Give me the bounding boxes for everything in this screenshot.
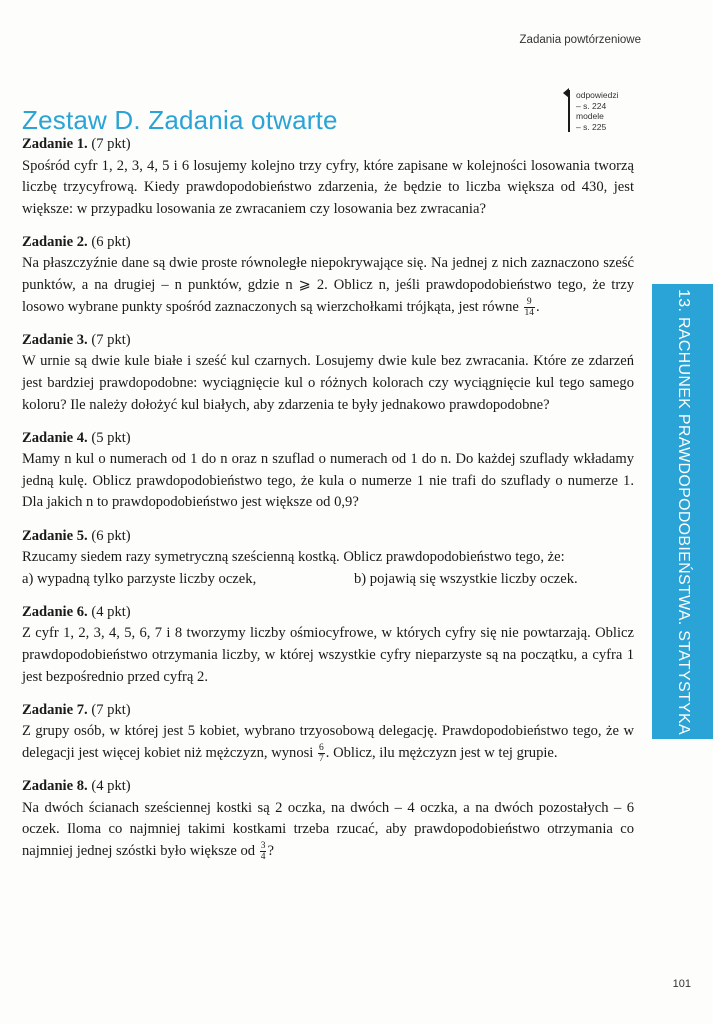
task-text: Z grupy osób, w której jest 5 kobiet, wybrano trzyosobową delegację. Prawdopodobieństwo tego, że w delegacji jest więcej kobiet niż mężczyzn, wynosi (22, 723, 634, 761)
fraction (260, 841, 267, 862)
task-heading (22, 700, 634, 722)
page-title: Zestaw D. Zadania otwarte (22, 105, 338, 136)
task-text-tail: . (536, 298, 540, 315)
running-header: Zadania powtórzeniowe (519, 34, 641, 46)
task-heading (22, 602, 634, 624)
task-text-tail: . Oblicz, ilu mężczyzn jest w tej grupie. (325, 744, 558, 761)
task-points: (4 pkt) (91, 603, 131, 620)
task-label: Zadanie 6. (22, 603, 88, 620)
task-points: (5 pkt) (91, 429, 131, 446)
task-6 (22, 602, 634, 688)
task-heading (22, 428, 634, 450)
task-heading (22, 134, 634, 156)
fraction-numerator: 6 (319, 743, 324, 753)
task-body: Rzucamy siedem razy symetryczną sześcienną kostką. Oblicz prawdopodobieństwo tego, że: (22, 549, 565, 566)
fraction-denominator: 4 (260, 851, 266, 862)
task-points: (7 pkt) (91, 701, 131, 718)
task-label: Zadanie 1. (22, 136, 88, 152)
option-a: a) wypadną tylko parzyste liczby oczek, (22, 570, 257, 587)
task-3 (22, 330, 634, 416)
task-label: Zadanie 5. (22, 527, 88, 544)
task-heading (22, 232, 634, 254)
option-b: b) pojawią się wszystkie liczby oczek. (354, 570, 578, 587)
side-note-line: modele (576, 111, 604, 121)
task-body (22, 721, 634, 764)
task-1 (22, 134, 634, 220)
task-label: Zadanie 2. (22, 233, 88, 250)
task-text: Na płaszczyźnie dane są dwie proste równoległe niepokrywające się. Na jednej z nich zaznaczono sześć punktów, a na drugiej – n punktów, gdzie n ⩾ 2. Oblicz n, jeśli prawdopodobieństwo tego, że trzy losowo wybrane punkty spośród zaznaczonych są wierzchołkami trójkąta, jest równe (22, 255, 634, 315)
task-body: Z cyfr 1, 2, 3, 4, 5, 6, 7 i 8 tworzymy liczby ośmiocyfrowe, w których cyfry się nie powtarzają. Oblicz prawdopodobieństwo otrzymania liczby, w której wszystkie cyfry nieparzyste są na początku, a cyfra 1 jest bezpośrednio przed cyfrą 2. (22, 625, 634, 685)
task-label: Zadanie 8. (22, 777, 88, 794)
task-points: (6 pkt) (91, 527, 131, 544)
fraction-numerator: 9 (524, 297, 536, 308)
task-text-tail: ? (267, 842, 274, 859)
side-note-line: – s. 224 (576, 100, 607, 111)
task-body: Spośród cyfr 1, 2, 3, 4, 5 i 6 losujemy kolejno trzy cyfry, które zapisane w kolejności losowania tworzą liczbę trzycyfrową. Kiedy prawdopodobieństwo zdarzenia, że będzie to liczba większa od 430, jest większe: w przypadku losowania ze zwracaniem czy losowania bez zwracania? (22, 157, 634, 217)
side-note-line: – s. 225 (576, 121, 607, 132)
side-note (568, 90, 619, 132)
task-list (22, 134, 634, 874)
fraction (318, 743, 325, 764)
chapter-tab-label: 13. RACHUNEK PRAWDOPODOBIEŃSTWA. STATYSTYKA (674, 288, 692, 735)
task-label: Zadanie 3. (22, 331, 88, 348)
task-8 (22, 776, 634, 862)
fraction-denominator: 14 (524, 307, 534, 318)
task-heading (22, 330, 634, 352)
chapter-tab (652, 284, 713, 739)
pointer-icon (563, 88, 569, 98)
task-5 (22, 526, 634, 591)
task-label: Zadanie 4. (22, 429, 88, 446)
task-body (22, 253, 634, 318)
fraction-numerator: 3 (260, 840, 266, 851)
task-text: Na dwóch ścianach sześciennej kostki są 2 oczka, na dwóch – 4 oczka, a na dwóch pozostałych – 6 oczek. Iloma co najmniej takimi kostkami trzeba rzucać, aby prawdopodobieństwo otrzymania co najmniej jednej szóstki było większe od (22, 799, 634, 859)
task-7 (22, 700, 634, 765)
task-2 (22, 232, 634, 318)
task-points: (4 pkt) (91, 777, 131, 794)
task-points: (7 pkt) (91, 136, 131, 152)
task-heading (22, 526, 634, 548)
task-body: Mamy n kul o numerach od 1 do n oraz n szuflad o numerach od 1 do n. Do każdej szuflady wkładamy jedną kulę. Oblicz prawdopodobieństwo tego, że kula o numerze 1 nie trafi do szuflady o numerze 1. Dla jakich n to prawdopodobieństwo jest większe od 0,9? (22, 451, 634, 511)
task-points: (6 pkt) (91, 233, 131, 250)
fraction (524, 297, 536, 318)
task-label: Zadanie 7. (22, 701, 88, 718)
task-points: (7 pkt) (91, 331, 131, 348)
task-4 (22, 428, 634, 514)
page-number: 101 (672, 978, 691, 990)
task-body (22, 798, 634, 863)
task-body: W urnie są dwie kule białe i sześć kul czarnych. Losujemy dwie kule bez zwracania. Które ze zdarzeń jest bardziej prawdopodobne: wyciągnięcie kul o różnych kolorach czy wyciągnięcie kul tego samego koloru? Ile należy dołożyć kul białych, aby zdarzenia te były jednakowo prawdopodobne? (22, 353, 634, 413)
task-heading (22, 776, 634, 798)
task-options (22, 569, 634, 591)
side-note-line: odpowiedzi (576, 90, 619, 100)
fraction-denominator: 7 (319, 754, 324, 764)
